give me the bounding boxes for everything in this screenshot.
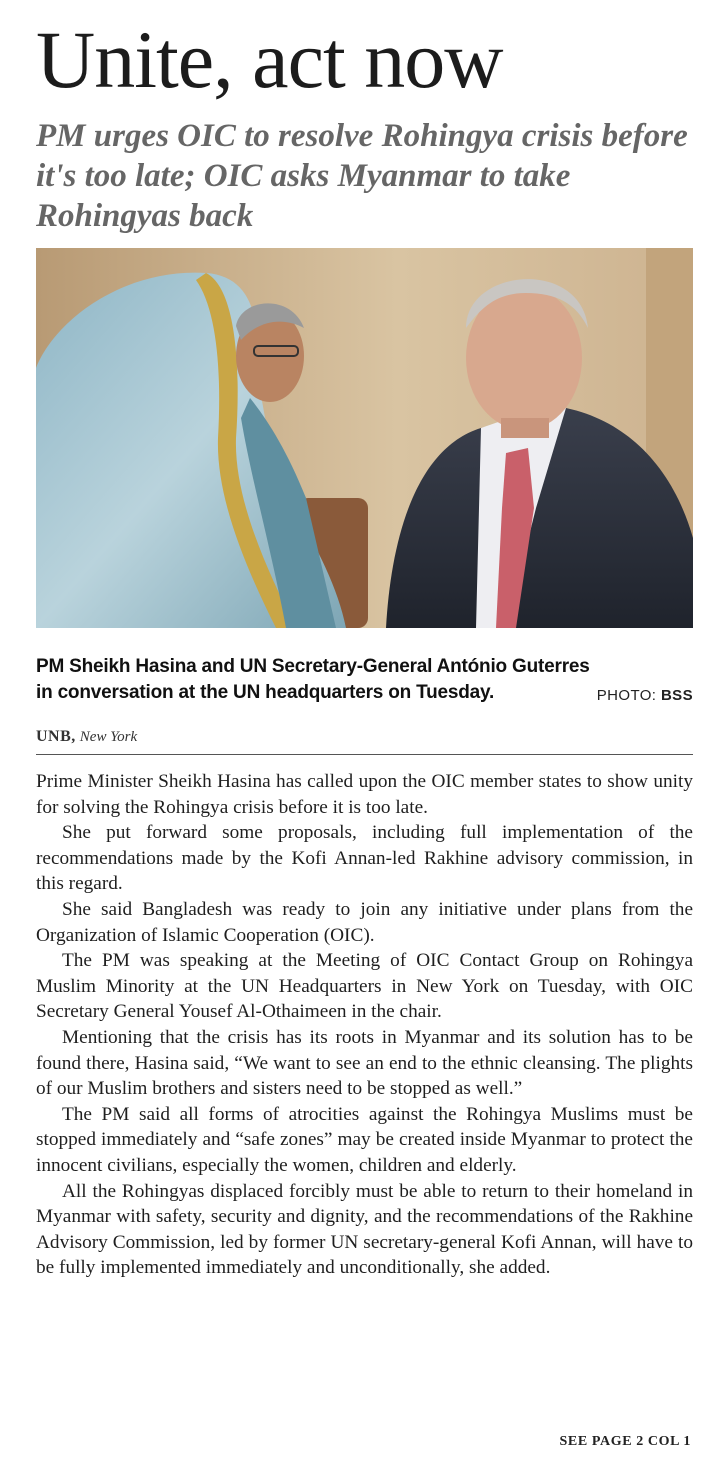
paragraph: All the Rohingyas displaced forcibly must be able to return to their homeland in Myanmar with safety, security and dignity, and the recommendations of the Rakhine Advisory Commission, led by former UN secretary-general Kofi Annan, will have to be fully implemented immediately and unconditionally, she added. bbox=[36, 1180, 693, 1279]
paragraph: The PM was speaking at the Meeting of OIC Contact Group on Rohingya Muslim Minority at the UN Headquarters in New York on Tuesday, with OIC Secretary General Yousef Al-Othaimeen in the chair. bbox=[36, 950, 693, 1023]
subheadline: PM urges OIC to resolve Rohingya crisis before it's too late; OIC asks Myanmar to take Rohingyas back bbox=[36, 118, 688, 234]
paragraph: Mentioning that the crisis has its roots in Myanmar and its solution has to be found there, Hasina said, “We want to see an end to the ethnic cleansing. The plights of our Muslim brothers and sisters need to be stopped as well.” bbox=[36, 1026, 693, 1100]
dateline-agency: UNB, bbox=[36, 728, 76, 745]
article-photo bbox=[36, 248, 693, 628]
headline: Unite, act now bbox=[36, 14, 503, 105]
photo-credit-source: BSS bbox=[660, 687, 693, 704]
photo-caption bbox=[36, 654, 693, 706]
paragraph: Prime Minister Sheikh Hasina has called upon the OIC member states to show unity for solving the Rohingya crisis before it is too late. bbox=[36, 771, 693, 818]
photo-credit bbox=[597, 683, 693, 709]
paragraph: She put forward some proposals, including full implementation of the recommendations made by the Kofi Annan-led Rakhine advisory commission, in this regard. bbox=[36, 822, 693, 895]
paragraph: The PM said all forms of atrocities against the Rohingya Muslims must be stopped immediately and “safe zones” may be created inside Myanmar to protect the innocent civilians, especially the women, children and elderly. bbox=[36, 1103, 693, 1176]
jump-line: SEE PAGE 2 COL 1 bbox=[559, 1434, 691, 1449]
dateline-place: New York bbox=[79, 729, 138, 745]
caption-line-2-text: in conversation at the UN headquarters on Tuesday. bbox=[36, 682, 495, 703]
article-body bbox=[36, 769, 693, 1281]
photo-credit-label: PHOTO: bbox=[596, 687, 657, 704]
caption-line-2 bbox=[36, 680, 693, 706]
dateline bbox=[36, 728, 693, 755]
paragraph: She said Bangladesh was ready to join any initiative under plans from the Organization of Islamic Cooperation (OIC). bbox=[36, 898, 693, 946]
caption-line-1: PM Sheikh Hasina and UN Secretary-General António Guterres bbox=[36, 656, 590, 677]
